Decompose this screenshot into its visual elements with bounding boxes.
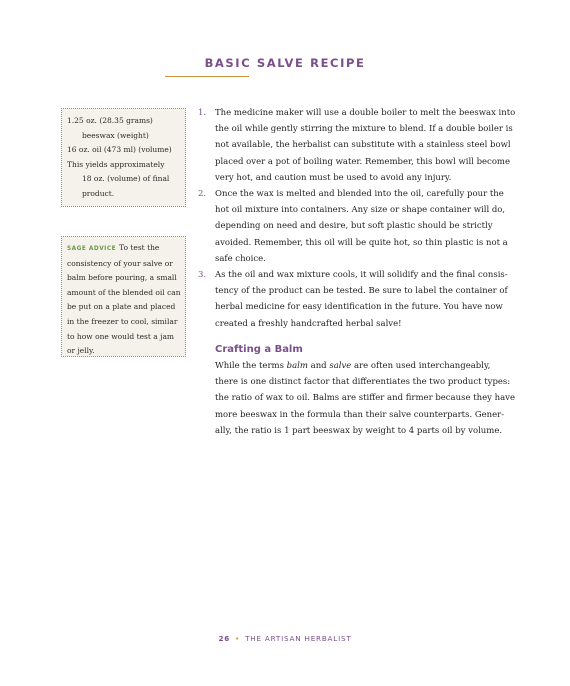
step-number: 1. (198, 108, 207, 118)
sage-advice-line: be put on a plate and placed (67, 302, 176, 312)
step-line: created a freshly handcrafted herbal salve! (215, 318, 402, 329)
recipe-step-3 (198, 267, 510, 332)
step-line: the oil while gently stirring the mixture to blend. If a double boiler is (215, 124, 513, 135)
paragraph-text: are often used interchangeably, (351, 361, 491, 371)
yield-line: 18 oz. (volume) of final (82, 174, 170, 184)
recipe-steps (198, 105, 516, 332)
step-line: The medicine maker will use a double boiler to melt the beeswax into (215, 108, 516, 118)
recipe-step-1 (198, 105, 516, 186)
step-line: Once the wax is melted and blended into the oil, carefully pour the (215, 189, 504, 200)
sage-advice-line: amount of the blended oil can (67, 287, 181, 297)
page-title: BASIC SALVE RECIPE (204, 56, 366, 70)
yield-line: 1.25 oz. (28.35 grams) (67, 116, 153, 125)
step-line: As the oil and wax mixture cools, it will solidify and the final consis- (215, 270, 508, 281)
recipe-step-2 (198, 186, 510, 267)
paragraph-line: ally, the ratio is 1 part beeswax by weight to 4 parts oil by volume. (215, 425, 503, 436)
title-underline (165, 76, 249, 77)
yield-line: 16 oz. oil (473 ml) (volume) (67, 145, 172, 155)
step-line: very hot, and caution must be used to avoid any injury. (215, 172, 452, 183)
sage-advice-line: in the freezer to cool, similar (67, 316, 178, 326)
yield-line: beeswax (weight) (82, 130, 149, 140)
footer-separator: • (235, 634, 241, 643)
paragraph-text: and (307, 361, 330, 371)
step-line: tency of the product can be tested. Be sure to label the container of (215, 286, 508, 297)
balm-paragraph (215, 358, 515, 439)
sage-advice-box (61, 236, 186, 357)
sage-advice-label: SAGE ADVICE (67, 246, 117, 252)
book-title: THE ARTISAN HERBALIST (245, 634, 352, 643)
step-line: herbal medicine for easy identification in the future. You have now (215, 302, 503, 313)
page-footer (0, 634, 570, 643)
sage-advice-line: to how one would test a jam (67, 331, 175, 341)
yield-line: This yields approximately (67, 159, 165, 169)
term-salve: salve (329, 361, 352, 371)
step-line: avoided. Remember, this oil will be quite hot, so thin plastic is not a (215, 237, 508, 248)
paragraph-line: the ratio of wax to oil. Balms are stiffer and firmer because they have (215, 393, 515, 404)
step-number: 2. (198, 189, 207, 200)
paragraph-line: there is one distinct factor that differentiates the two product types: (215, 377, 511, 388)
yield-line: product. (82, 188, 115, 198)
page-number: 26 (218, 634, 231, 643)
sage-advice-text: To test the (119, 243, 160, 252)
yield-box (61, 108, 186, 207)
section-heading: Crafting a Balm (215, 344, 303, 355)
step-line: placed over a pot of boiling water. Remember, this bowl will become (215, 156, 511, 167)
paragraph-text: While the terms (215, 361, 287, 371)
step-line: safe choice. (215, 253, 266, 264)
sage-advice-line: or jelly. (67, 346, 95, 356)
paragraph-line (215, 358, 511, 374)
term-balm: balm (286, 361, 308, 371)
sage-advice-line (67, 241, 180, 257)
sage-advice-line: consistency of your salve or (67, 258, 173, 268)
sage-advice-line: balm before pouring, a small (67, 273, 177, 283)
step-line: not available, the herbalist can substitute with a stainless steel bowl (215, 140, 511, 151)
paragraph-line: more beeswax in the formula than their salve counterparts. Gener- (215, 409, 505, 420)
step-line: hot oil mixture into containers. Any size or shape container will do, (215, 205, 506, 216)
step-line: depending on need and desire, but soft plastic should be strictly (215, 221, 493, 232)
step-number: 3. (198, 270, 207, 281)
